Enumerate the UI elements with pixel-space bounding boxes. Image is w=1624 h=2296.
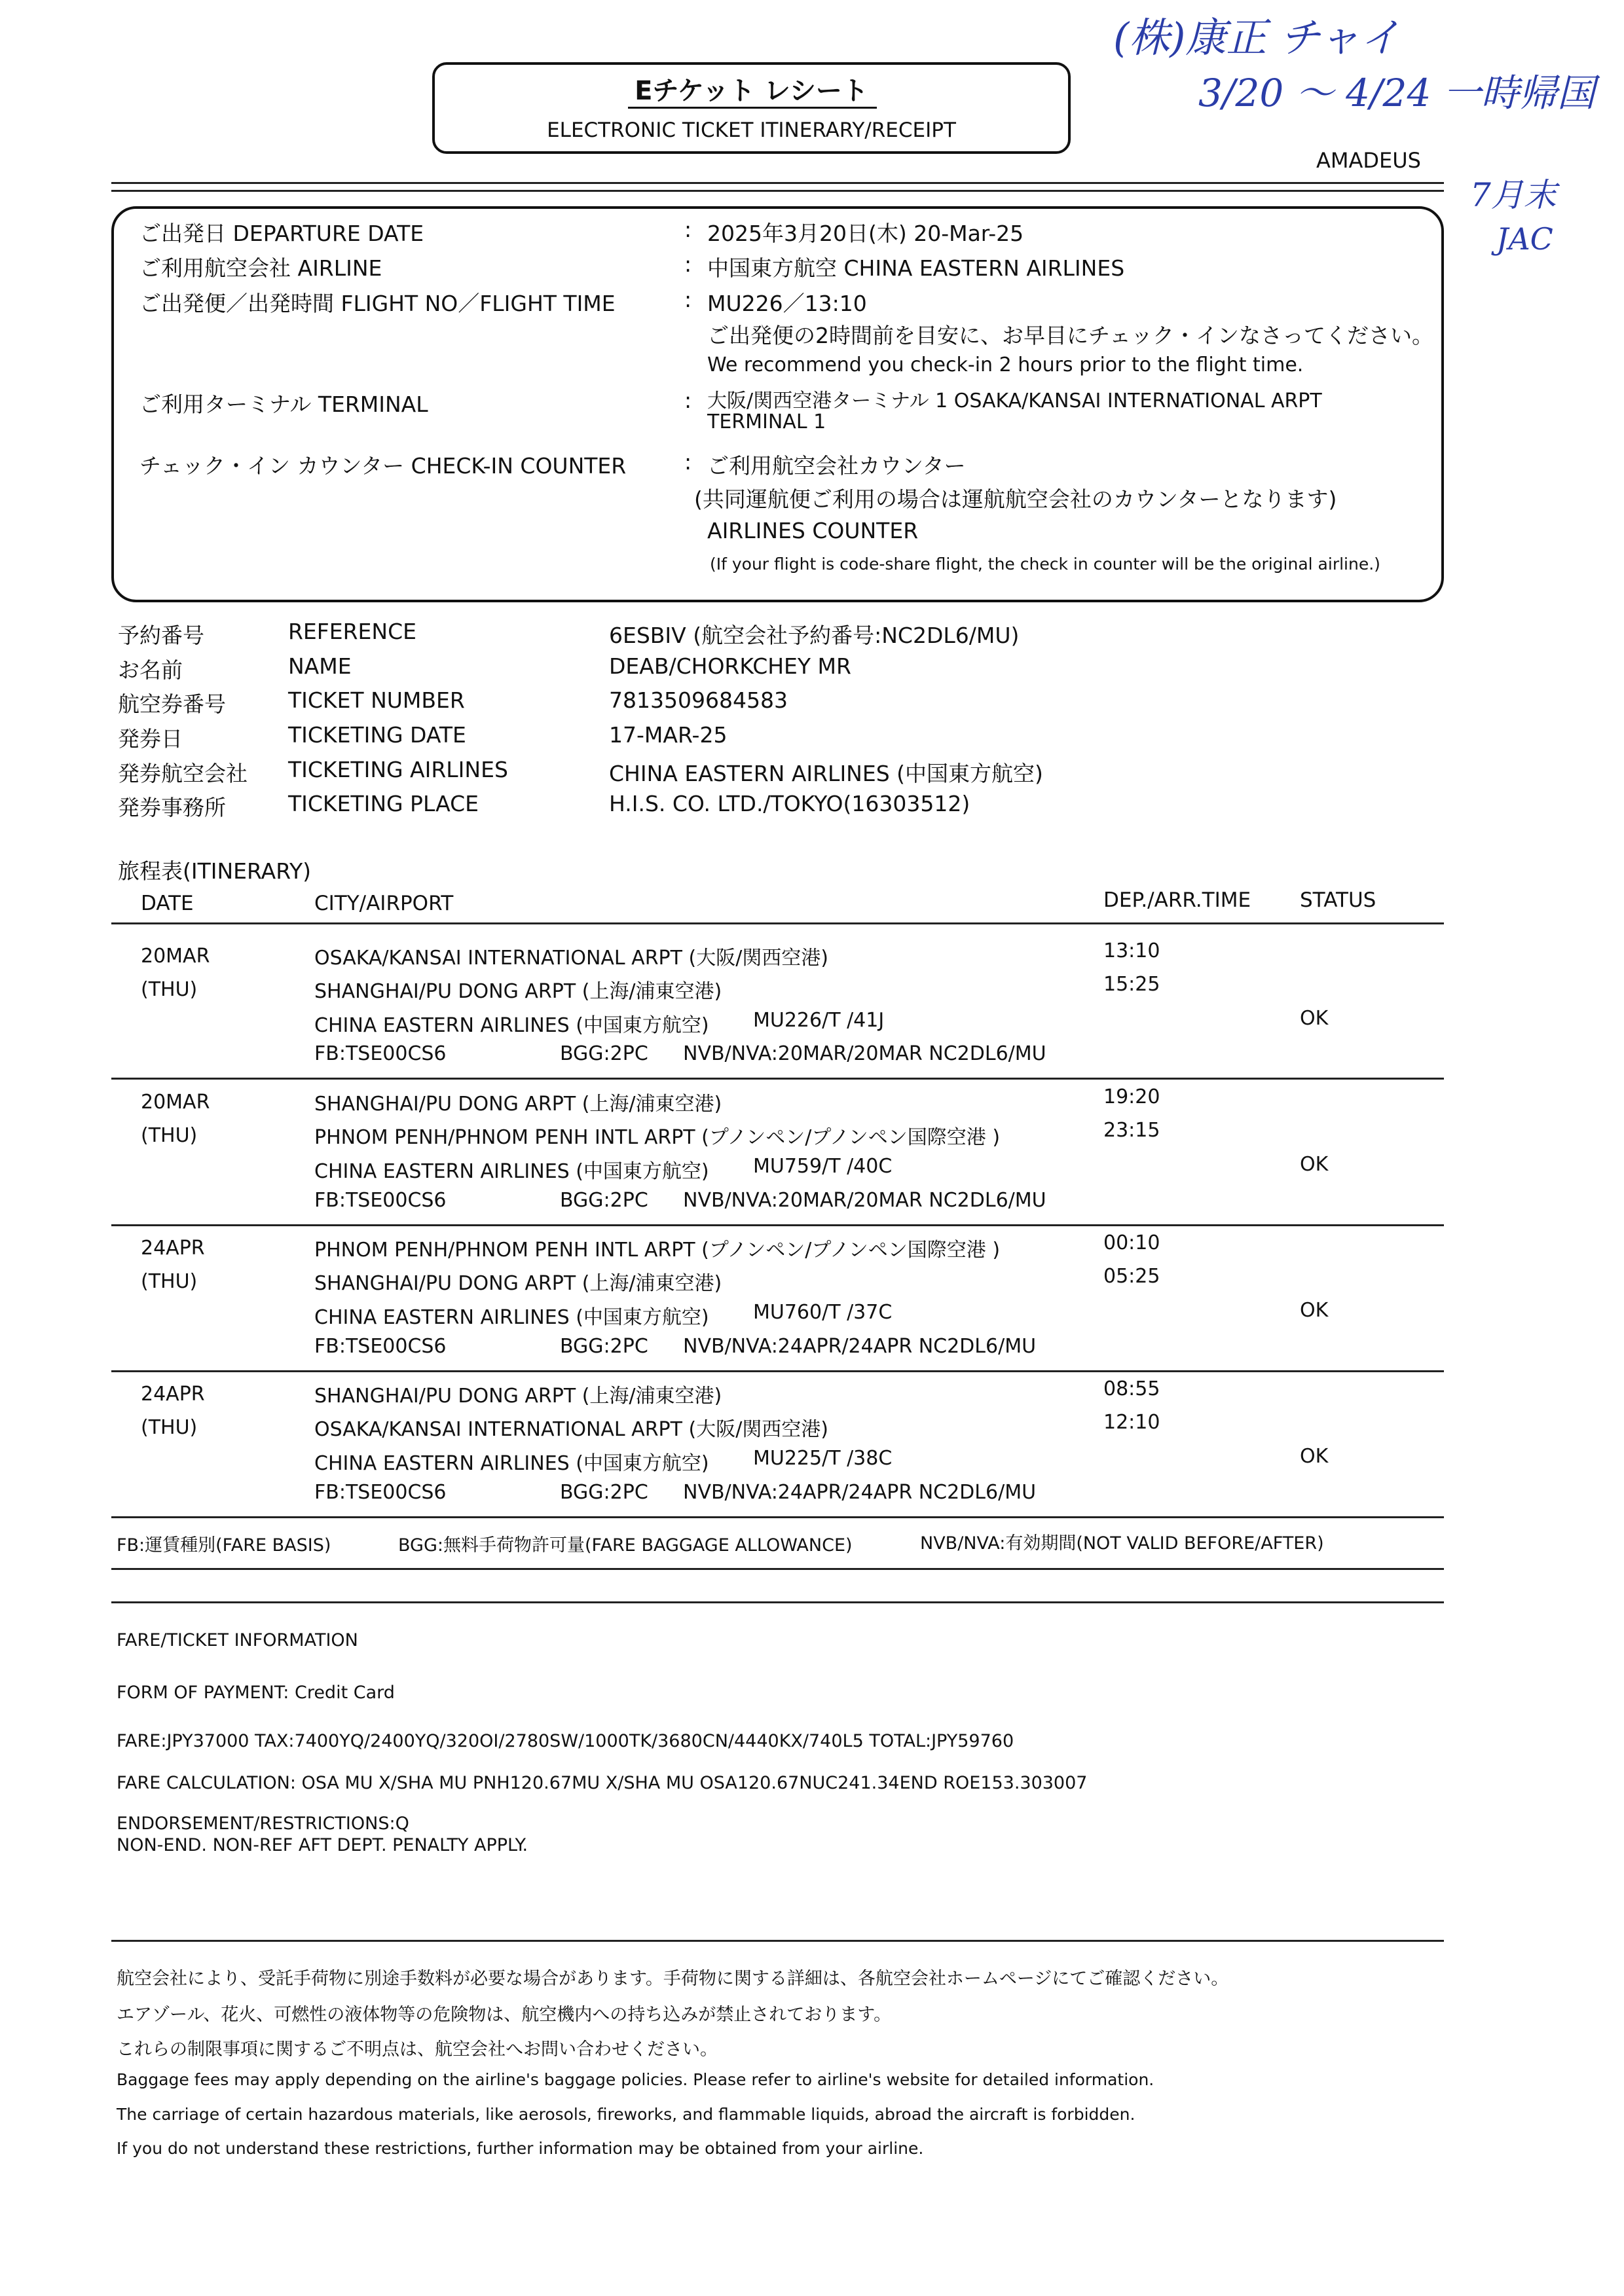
airline-label: ご利用航空会社 AIRLINE bbox=[139, 255, 382, 281]
title-underline bbox=[628, 107, 877, 109]
checkin-note-jp: ご出発便の2時間前を目安に、お早目にチェック・インなさってください。 bbox=[707, 323, 1434, 348]
segment-flight: MU759/T /40C bbox=[753, 1155, 893, 1178]
segment-date: 20MAR bbox=[141, 1091, 210, 1114]
segment-day: (THU) bbox=[141, 978, 198, 1001]
segment-to: SHANGHAI/PU DONG ARPT (上海/浦東空港) bbox=[314, 980, 722, 1003]
legend-divider bbox=[111, 1568, 1444, 1570]
ticketing-date-jp: 発券日 bbox=[118, 726, 183, 752]
segment-fare-basis: FB:TSE00CS6 bbox=[314, 1189, 447, 1212]
header-divider-2 bbox=[111, 190, 1444, 192]
segment-flight: MU760/T /37C bbox=[753, 1301, 893, 1324]
ticketing-place-value: H.I.S. CO. LTD./TOKYO(16303512) bbox=[609, 791, 970, 816]
ticketing-airline-value: CHINA EASTERN AIRLINES (中国東方航空) bbox=[609, 761, 1043, 786]
column-status: STATUS bbox=[1300, 888, 1376, 912]
segment-baggage: BGG:2PC bbox=[560, 1481, 648, 1504]
terminal-label: ご利用ターミナル TERMINAL bbox=[139, 392, 428, 417]
reference-en: REFERENCE bbox=[288, 619, 416, 644]
segment-validity: NVB/NVA:24APR/24APR NC2DL6/MU bbox=[683, 1481, 1037, 1504]
name-jp: お名前 bbox=[118, 657, 183, 683]
checkin-counter-value: ご利用航空会社カウンター bbox=[707, 453, 966, 479]
terminal-value: 大阪/関西空港ターミナル 1 OSAKA/KANSAI INTERNATIONAL ARPT bbox=[707, 390, 1322, 412]
segment-divider bbox=[111, 1516, 1444, 1518]
segment-date: 20MAR bbox=[141, 945, 210, 968]
segment-airline: CHINA EASTERN AIRLINES (中国東方航空) bbox=[314, 1014, 709, 1037]
segment-validity: NVB/NVA:20MAR/20MAR NC2DL6/MU bbox=[683, 1042, 1046, 1065]
column-city: CITY/AIRPORT bbox=[314, 892, 454, 915]
segment-to: OSAKA/KANSAI INTERNATIONAL ARPT (大阪/関西空港) bbox=[314, 1418, 829, 1441]
legend-baggage: BGG:無料手荷物許可量(FARE BAGGAGE ALLOWANCE) bbox=[398, 1535, 853, 1556]
segment-arr-time: 23:15 bbox=[1103, 1119, 1160, 1142]
segment-dep-time: 08:55 bbox=[1103, 1377, 1160, 1400]
fare-divider bbox=[111, 1601, 1444, 1603]
segment-arr-time: 12:10 bbox=[1103, 1411, 1160, 1434]
segment-from: SHANGHAI/PU DONG ARPT (上海/浦東空港) bbox=[314, 1385, 722, 1408]
notice-hazard-en: The carriage of certain hazardous materials, like aerosols, fireworks, and flammable liquids, abroad the aircraft is forbidden. bbox=[117, 2105, 1135, 2124]
segment-flight: MU226/T /41J bbox=[753, 1009, 885, 1032]
codeshare-note-jp: (共同運航便ご利用の場合は運航航空会社のカウンターとなります) bbox=[694, 486, 1337, 512]
title-japanese: Eチケット レシート bbox=[635, 76, 868, 106]
segment-status: OK bbox=[1300, 1445, 1329, 1468]
name-value: DEAB/CHORKCHEY MR bbox=[609, 653, 851, 679]
departure-date-label: ご出発日 DEPARTURE DATE bbox=[139, 221, 424, 246]
ticket-number-en: TICKET NUMBER bbox=[288, 687, 465, 713]
segment-flight: MU225/T /38C bbox=[753, 1447, 893, 1470]
form-of-payment: FORM OF PAYMENT: Credit Card bbox=[117, 1683, 395, 1703]
handwritten-company-note: (株)康正 チャイ bbox=[1113, 14, 1401, 62]
segment-to: PHNOM PENH/PHNOM PENH INTL ARPT (プノンペン/プノンペン国際空港 ) bbox=[314, 1126, 1001, 1149]
segment-to: SHANGHAI/PU DONG ARPT (上海/浦東空港) bbox=[314, 1272, 722, 1295]
notice-contact-jp: これらの制限事項に関するご不明点は、航空会社へお問い合わせください。 bbox=[117, 2039, 718, 2060]
colon: : bbox=[684, 388, 692, 413]
ticketing-date-value: 17-MAR-25 bbox=[609, 722, 728, 748]
segment-dep-time: 19:20 bbox=[1103, 1085, 1160, 1108]
legend-validity: NVB/NVA:有効期間(NOT VALID BEFORE/AFTER) bbox=[920, 1533, 1324, 1554]
segment-from: SHANGHAI/PU DONG ARPT (上海/浦東空港) bbox=[314, 1093, 722, 1116]
segment-airline: CHINA EASTERN AIRLINES (中国東方航空) bbox=[314, 1160, 709, 1183]
ticketing-airline-en: TICKETING AIRLINES bbox=[288, 757, 508, 782]
terminal-value-line2: TERMINAL 1 bbox=[707, 410, 826, 433]
segment-fare-basis: FB:TSE00CS6 bbox=[314, 1042, 447, 1065]
segment-validity: NVB/NVA:20MAR/20MAR NC2DL6/MU bbox=[683, 1189, 1046, 1212]
segment-day: (THU) bbox=[141, 1270, 198, 1293]
reference-jp: 予約番号 bbox=[118, 623, 204, 648]
flight-no-value: MU226／13:10 bbox=[707, 291, 867, 316]
ticketing-place-jp: 発券事務所 bbox=[118, 795, 226, 820]
segment-divider bbox=[111, 1224, 1444, 1226]
segment-status: OK bbox=[1300, 1299, 1329, 1322]
segment-from: PHNOM PENH/PHNOM PENH INTL ARPT (プノンペン/プノンペン国際空港 ) bbox=[314, 1239, 1001, 1262]
segment-airline: CHINA EASTERN AIRLINES (中国東方航空) bbox=[314, 1452, 709, 1475]
reservation-system: AMADEUS bbox=[1316, 148, 1421, 173]
legend-fare-basis: FB:運賃種別(FARE BASIS) bbox=[117, 1535, 331, 1556]
colon: : bbox=[684, 217, 692, 242]
ticket-number-value: 7813509684583 bbox=[609, 687, 788, 713]
segment-validity: NVB/NVA:24APR/24APR NC2DL6/MU bbox=[683, 1335, 1037, 1358]
segment-status: OK bbox=[1300, 1007, 1329, 1030]
itinerary-heading: 旅程表(ITINERARY) bbox=[118, 858, 312, 884]
reference-value: 6ESBIV (航空会社予約番号:NC2DL6/MU) bbox=[609, 623, 1020, 648]
segment-status: OK bbox=[1300, 1153, 1329, 1176]
segment-baggage: BGG:2PC bbox=[560, 1189, 648, 1212]
checkin-note-en: We recommend you check-in 2 hours prior to the flight time. bbox=[707, 354, 1304, 376]
codeshare-note-en: (If your flight is code-share flight, the check in counter will be the original airline.) bbox=[710, 555, 1380, 574]
handwritten-month-note: 7月末 bbox=[1470, 176, 1557, 214]
notice-baggage-en: Baggage fees may apply depending on the airline's baggage policies. Please refer to airline's website for detailed information. bbox=[117, 2070, 1154, 2089]
notice-contact-en: If you do not understand these restrictions, further information may be obtained from your airline. bbox=[117, 2139, 924, 2158]
fare-calculation: FARE CALCULATION: OSA MU X/SHA MU PNH120.67MU X/SHA MU OSA120.67NUC241.34END ROE153.303007 bbox=[117, 1773, 1088, 1793]
ticket-title-box bbox=[432, 62, 1071, 154]
header-divider bbox=[111, 182, 1444, 184]
segment-baggage: BGG:2PC bbox=[560, 1042, 648, 1065]
notice-baggage-jp: 航空会社により、受託手荷物に別途手数料が必要な場合があります。手荷物に関する詳細は、各航空会社ホームページにてご確認ください。 bbox=[117, 1969, 1229, 1989]
title-english: ELECTRONIC TICKET ITINERARY/RECEIPT bbox=[547, 118, 956, 142]
segment-day: (THU) bbox=[141, 1124, 198, 1147]
handwritten-jac-note: JAC bbox=[1496, 221, 1553, 257]
ticketing-place-en: TICKETING PLACE bbox=[288, 791, 479, 816]
fare-heading: FARE/TICKET INFORMATION bbox=[117, 1630, 358, 1650]
column-date: DATE bbox=[141, 892, 194, 915]
fare-breakdown: FARE:JPY37000 TAX:7400YQ/2400YQ/320OI/2780SW/1000TK/3680CN/4440KX/740L5 TOTAL:JPY59760 bbox=[117, 1731, 1014, 1751]
segment-fare-basis: FB:TSE00CS6 bbox=[314, 1481, 447, 1504]
name-en: NAME bbox=[288, 653, 352, 679]
segment-from: OSAKA/KANSAI INTERNATIONAL ARPT (大阪/関西空港) bbox=[314, 947, 829, 970]
segment-dep-time: 13:10 bbox=[1103, 939, 1160, 962]
colon: : bbox=[684, 449, 692, 475]
segment-airline: CHINA EASTERN AIRLINES (中国東方航空) bbox=[314, 1306, 709, 1329]
segment-divider bbox=[111, 1370, 1444, 1372]
segment-divider bbox=[111, 1078, 1444, 1080]
segment-date: 24APR bbox=[141, 1237, 205, 1260]
notice-hazard-jp: エアゾール、花火、可燃性の液体物等の危険物は、航空機内への持ち込みが禁止されております。 bbox=[117, 2005, 892, 2025]
ticket-number-jp: 航空券番号 bbox=[118, 691, 226, 717]
airlines-counter-en: AIRLINES COUNTER bbox=[707, 518, 919, 543]
ticketing-airline-jp: 発券航空会社 bbox=[118, 761, 248, 786]
segment-arr-time: 15:25 bbox=[1103, 973, 1160, 996]
handwritten-dates-note: 3/20 〜 4/24 一時帰国 bbox=[1198, 71, 1595, 115]
segment-arr-time: 05:25 bbox=[1103, 1265, 1160, 1288]
colon: : bbox=[684, 251, 692, 277]
colon: : bbox=[684, 287, 692, 312]
segment-dep-time: 00:10 bbox=[1103, 1231, 1160, 1254]
flight-no-label: ご出発便／出発時間 FLIGHT NO／FLIGHT TIME bbox=[139, 291, 616, 316]
itinerary-header-rule bbox=[111, 922, 1444, 924]
footer-divider bbox=[111, 1940, 1444, 1942]
restrictions: NON-END. NON-REF AFT DEPT. PENALTY APPLY. bbox=[117, 1835, 528, 1855]
segment-fare-basis: FB:TSE00CS6 bbox=[314, 1335, 447, 1358]
segment-day: (THU) bbox=[141, 1416, 198, 1439]
endorsement: ENDORSEMENT/RESTRICTIONS:Q bbox=[117, 1813, 409, 1834]
segment-date: 24APR bbox=[141, 1383, 205, 1406]
segment-baggage: BGG:2PC bbox=[560, 1335, 648, 1358]
ticketing-date-en: TICKETING DATE bbox=[288, 722, 466, 748]
column-time: DEP./ARR.TIME bbox=[1103, 888, 1251, 912]
departure-date-value: 2025年3月20日(木) 20-Mar-25 bbox=[707, 221, 1024, 246]
airline-value: 中国東方航空 CHINA EASTERN AIRLINES bbox=[707, 255, 1125, 281]
checkin-counter-label: チェック・イン カウンター CHECK-IN COUNTER bbox=[139, 453, 627, 479]
